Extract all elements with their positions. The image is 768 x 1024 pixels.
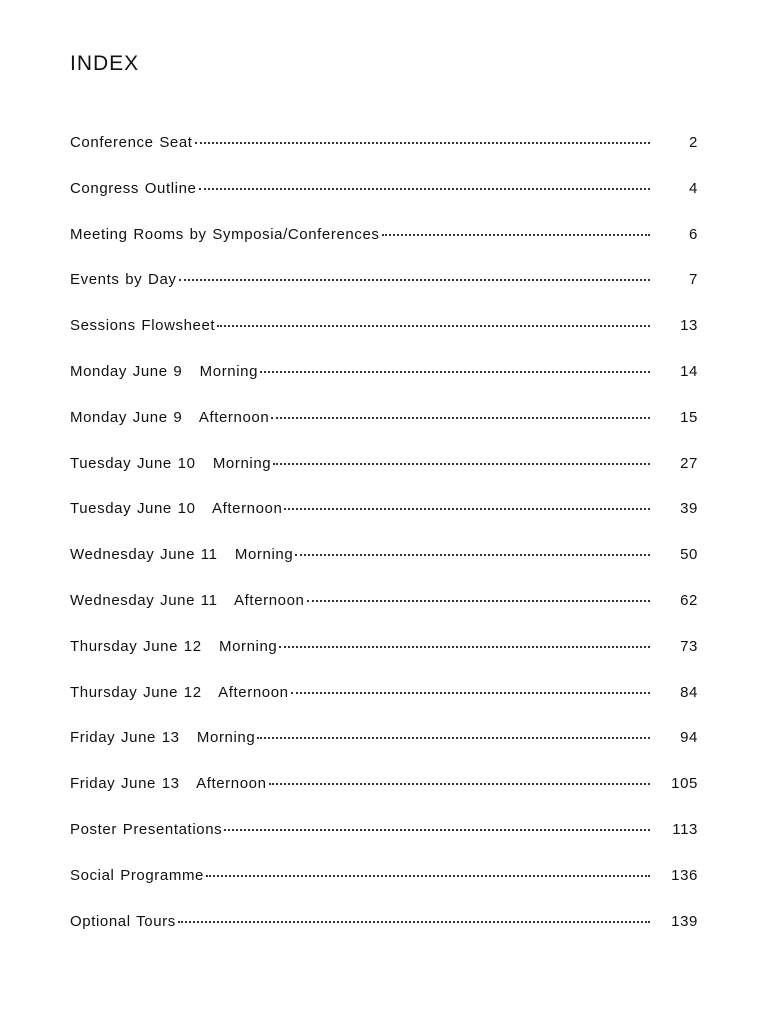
toc-entry-sessions-flowsheet[interactable]: [70, 317, 698, 363]
toc-entry-poster-presentations[interactable]: [70, 821, 698, 867]
toc-entry-page: 73: [680, 637, 698, 655]
toc-entry-friday-afternoon[interactable]: [70, 775, 698, 821]
toc-entry-events-by-day[interactable]: [70, 271, 698, 317]
dot-leader: [279, 645, 650, 648]
toc-entry-page: 14: [680, 362, 698, 380]
table-of-contents: [70, 134, 698, 958]
dot-leader: [199, 187, 651, 190]
toc-entry-thursday-afternoon[interactable]: [70, 684, 698, 730]
toc-entry-label: Events by Day: [70, 271, 177, 289]
toc-entry-page: 139: [671, 912, 698, 930]
page-title: INDEX: [70, 52, 140, 75]
dot-leader: [178, 920, 650, 923]
toc-entry-page: 136: [671, 866, 698, 884]
toc-entry-page: 62: [680, 591, 698, 609]
dot-leader: [273, 462, 650, 465]
dot-leader: [295, 553, 650, 556]
toc-entry-label: Monday June 9 Afternoon: [70, 408, 270, 426]
toc-entry-label: Friday June 13 Afternoon: [70, 775, 267, 793]
toc-entry-label: Wednesday June 11 Morning: [70, 546, 294, 564]
toc-entry-tuesday-morning[interactable]: [70, 455, 698, 501]
toc-entry-monday-afternoon[interactable]: [70, 409, 698, 455]
toc-entry-label: Thursday June 12 Afternoon: [70, 683, 289, 701]
toc-entry-friday-morning[interactable]: [70, 729, 698, 775]
toc-entry-label: Congress Outline: [70, 179, 197, 197]
dot-leader: [217, 324, 650, 327]
toc-entry-wednesday-morning[interactable]: [70, 546, 698, 592]
toc-entry-optional-tours[interactable]: [70, 913, 698, 959]
dot-leader: [260, 370, 650, 373]
toc-entry-tuesday-afternoon[interactable]: [70, 500, 698, 546]
toc-entry-page: 2: [689, 134, 698, 151]
toc-entry-label: Optional Tours: [70, 912, 176, 930]
toc-entry-label: Conference Seat: [70, 134, 193, 151]
dot-leader: [195, 141, 650, 144]
toc-entry-label: Social Programme: [70, 866, 204, 884]
toc-entry-conference-seat[interactable]: [70, 134, 698, 180]
dot-leader: [179, 278, 650, 281]
toc-entry-page: 4: [689, 179, 698, 197]
toc-entry-page: 27: [680, 454, 698, 472]
dot-leader: [257, 736, 650, 739]
toc-entry-page: 7: [689, 271, 698, 289]
toc-entry-social-programme[interactable]: [70, 867, 698, 913]
toc-entry-label: Meeting Rooms by Symposia/Conferences: [70, 225, 380, 243]
toc-entry-congress-outline[interactable]: [70, 180, 698, 226]
toc-entry-page: 84: [680, 683, 698, 701]
toc-entry-label: Poster Presentations: [70, 820, 223, 838]
dot-leader: [206, 874, 650, 877]
toc-entry-label: Friday June 13 Morning: [70, 729, 256, 747]
dot-leader: [307, 599, 651, 602]
toc-entry-label: Monday June 9 Morning: [70, 362, 259, 380]
toc-entry-page: 13: [680, 317, 698, 335]
dot-leader: [291, 691, 650, 694]
toc-entry-page: 113: [672, 820, 698, 838]
toc-entry-meeting-rooms[interactable]: [70, 226, 698, 272]
dot-leader: [382, 233, 651, 236]
toc-entry-page: 15: [680, 408, 698, 426]
toc-entry-label: Wednesday June 11 Afternoon: [70, 591, 305, 609]
toc-entry-label: Tuesday June 10 Morning: [70, 454, 272, 472]
toc-entry-wednesday-afternoon[interactable]: [70, 592, 698, 638]
dot-leader: [269, 782, 650, 785]
toc-entry-label: Thursday June 12 Morning: [70, 637, 278, 655]
toc-entry-page: 6: [689, 225, 698, 243]
dot-leader: [224, 828, 650, 831]
toc-entry-page: 94: [680, 729, 698, 747]
toc-entry-label: Sessions Flowsheet: [70, 317, 216, 335]
dot-leader: [271, 416, 650, 419]
toc-entry-monday-morning[interactable]: [70, 363, 698, 409]
dot-leader: [284, 507, 650, 510]
toc-entry-page: 105: [671, 775, 698, 793]
toc-entry-page: 50: [680, 546, 698, 564]
toc-entry-thursday-morning[interactable]: [70, 638, 698, 684]
toc-entry-label: Tuesday June 10 Afternoon: [70, 500, 283, 518]
toc-entry-page: 39: [680, 500, 698, 518]
